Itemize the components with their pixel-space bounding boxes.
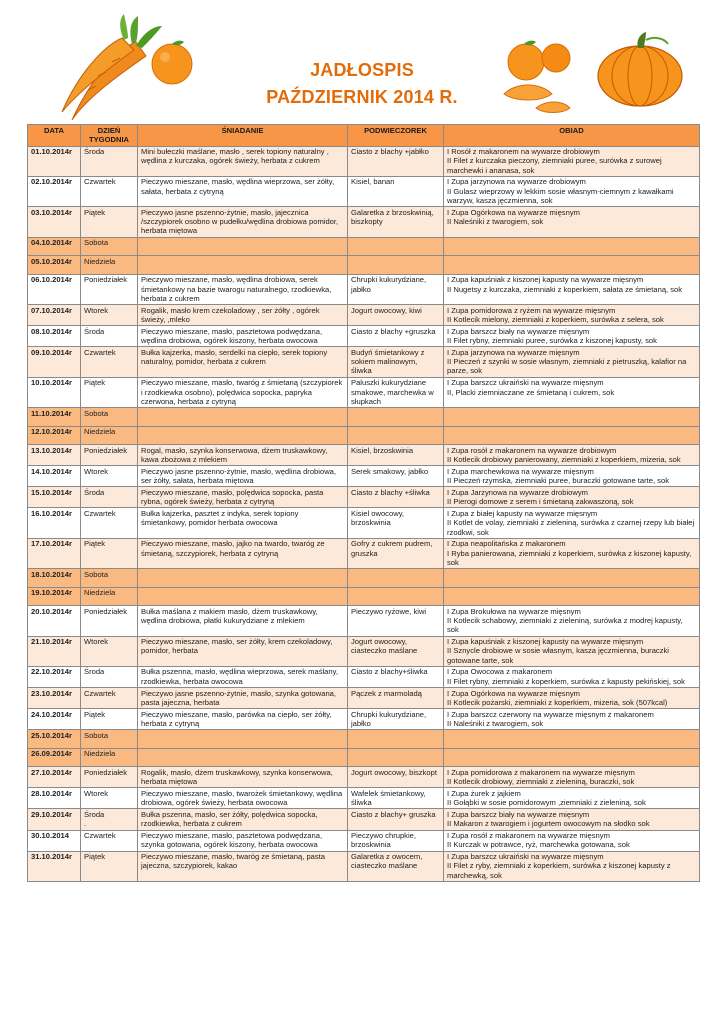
- snack-cell: [348, 569, 444, 588]
- day-label: Środa: [84, 487, 105, 497]
- lunch-cell: [444, 809, 700, 830]
- table-row: [28, 408, 700, 427]
- date-cell: 30.10.2014: [28, 830, 81, 851]
- table-row: [28, 426, 700, 445]
- snack-cell: Kisiel, banan: [348, 176, 444, 206]
- day-cell: [81, 606, 138, 636]
- table-row: [28, 730, 700, 749]
- day-cell: [81, 176, 138, 206]
- page-subtitle: PAŹDZIERNIK 2014 R.: [266, 87, 458, 107]
- lunch-cell: [444, 538, 700, 568]
- breakfast-cell: [138, 237, 348, 256]
- table-row: [28, 569, 700, 588]
- column-header-date: DATA: [28, 125, 81, 147]
- lunch-cell: [444, 377, 700, 407]
- page-title: JADŁOSPIS: [310, 60, 414, 80]
- lunch-course: I Zupa Brokułowa na wywarze mięsnym: [447, 606, 581, 616]
- snack-cell: Pączek z marmoladą: [348, 688, 444, 709]
- day-label: Piątek: [84, 207, 106, 217]
- day-label: Środa: [84, 326, 105, 336]
- lunch-course: I Zupa Owocowa z makaronem: [447, 667, 553, 677]
- lunch-course: I Rosół z makaronem na wywarze drobiowym: [447, 147, 600, 157]
- snack-cell: Ciasto z blachy+ gruszka: [348, 809, 444, 830]
- date-cell: 18.10.2014r: [28, 569, 81, 588]
- date-cell: 07.10.2014r: [28, 305, 81, 326]
- lunch-course: II Kotlecik mielony, ziemniaki z koperkiem, surówka z selera, sok: [447, 314, 664, 324]
- snack-cell: Wafelek śmietankowy, śliwka: [348, 788, 444, 809]
- day-label: Czwartek: [84, 831, 116, 841]
- date-cell: 11.10.2014r: [28, 408, 81, 427]
- lunch-course: I Zupa rosół z makaronem na wywarze mięsnym: [447, 831, 610, 841]
- snack-cell: Chrupki kukurydziane, jabłko: [348, 274, 444, 304]
- table-row: [28, 709, 700, 730]
- breakfast-cell: [138, 256, 348, 275]
- day-label: Piątek: [84, 709, 106, 719]
- day-cell: [81, 207, 138, 237]
- table-row: [28, 237, 700, 256]
- day-cell: [81, 636, 138, 666]
- table-row: [28, 445, 700, 466]
- breakfast-cell: Pieczywo jasne pszenno-żytnie, masło, jajecznica /szczypiorek osobno w pudełku/wędlina drobiowa pomidor, herbata miętowa: [138, 207, 348, 237]
- day-cell: [81, 788, 138, 809]
- table-row: [28, 606, 700, 636]
- date-cell: 04.10.2014r: [28, 237, 81, 256]
- lunch-cell: [444, 487, 700, 508]
- date-cell: 21.10.2014r: [28, 636, 81, 666]
- lunch-course: II Kotlet de volay, ziemniaki z zieleniną, surówka z czarnej rzepy lub białej rzodkwi, sok: [447, 518, 695, 537]
- breakfast-cell: Pieczywo mieszane, masło, ser żółty, krem czekoladowy, pomidor, herbata: [138, 636, 348, 666]
- snack-cell: Ciasto z blachy +śliwka: [348, 487, 444, 508]
- lunch-cell: [444, 587, 700, 606]
- day-label: Wtorek: [84, 637, 109, 647]
- snack-cell: Jogurt owocowy, biszkopt: [348, 767, 444, 788]
- date-cell: 08.10.2014r: [28, 326, 81, 347]
- day-label: Środa: [84, 809, 105, 819]
- day-label: Środa: [84, 667, 105, 677]
- day-label: Sobota: [84, 408, 109, 418]
- table-row: [28, 636, 700, 666]
- lunch-course: II Kotlecik schabowy, ziemniaki z zieleniną, surówka z modrej kapusty, sok: [447, 615, 683, 635]
- lunch-course: II Filet z ryby, ziemniaki z koperkiem, surówka z kiszonej kapusty z marchewką, sok: [447, 861, 671, 880]
- table-row: [28, 207, 700, 237]
- day-label: Poniedziałek: [84, 606, 128, 616]
- day-cell: [81, 347, 138, 377]
- date-cell: 24.10.2014r: [28, 709, 81, 730]
- day-cell: [81, 569, 138, 588]
- lunch-cell: [444, 666, 700, 687]
- table-row: [28, 305, 700, 326]
- day-cell: [81, 709, 138, 730]
- snack-cell: [348, 426, 444, 445]
- day-label: Niedziela: [84, 588, 116, 598]
- snack-cell: Pieczywo ryżowe, kiwi: [348, 606, 444, 636]
- lunch-course: II Pierogi domowe z serem i śmietaną zakwaszoną, sok: [447, 497, 634, 507]
- lunch-course: II Filet z kurczaka pieczony, ziemniaki puree, surówka z surowej marchewki i ananasa, sok: [447, 156, 662, 175]
- breakfast-cell: [138, 748, 348, 767]
- day-cell: [81, 730, 138, 749]
- day-cell: [81, 508, 138, 538]
- day-cell: [81, 830, 138, 851]
- day-label: Poniedziałek: [84, 445, 128, 455]
- date-cell: 05.10.2014r: [28, 256, 81, 275]
- lunch-course: II Kurczak w potrawce, ryż, marchewka gotowana, sok: [447, 840, 630, 850]
- lunch-cell: [444, 466, 700, 487]
- lunch-course: II Makaron z twarogiem i jogurtem owocowym na słodko sok: [447, 819, 650, 829]
- snack-cell: Ciasto z blachy +gruszka: [348, 326, 444, 347]
- date-cell: 03.10.2014r: [28, 207, 81, 237]
- snack-cell: Ciasto z blachy +jabłko: [348, 146, 444, 176]
- lunch-course: I Zupa barszcz biały na wywarze mięsnym: [447, 809, 590, 819]
- breakfast-cell: Pieczywo mieszane, masło, pasztetowa podwędzana, wędlina drobiowa, ogórek kiszony, herbata owocowa: [138, 326, 348, 347]
- snack-cell: Chrupki kukurydziane, jabłko: [348, 709, 444, 730]
- date-cell: 12.10.2014r: [28, 426, 81, 445]
- day-label: Poniedziałek: [84, 767, 128, 777]
- lunch-course: I Zupa Ogórkowa na wywarze mięsnym: [447, 207, 580, 217]
- snack-cell: Pieczywo chrupkie, brzoskwinia: [348, 830, 444, 851]
- lunch-course: II Nugetsy z kurczaka, ziemniaki z koperkiem, sałata ze śmietaną, sok: [447, 284, 683, 294]
- lunch-course: II Kotlecik pożarski, ziemniaki z koperkiem, mizeria, sok (507kcal): [447, 697, 668, 707]
- breakfast-cell: Bułka kajzerka, pasztet z indyka, serek topiony śmietankowy, pomidor herbata owocowa: [138, 508, 348, 538]
- breakfast-cell: Bułka maślana z makiem masło, dżem truskawkowy, wędlina drobiowa, płatki kukurydziane z mlekiem: [138, 606, 348, 636]
- day-label: Wtorek: [84, 788, 109, 798]
- lunch-cell: [444, 508, 700, 538]
- lunch-course: I Ryba panierowana, ziemniaki z koperkiem, surówka z kiszonej kapusty, sok: [447, 548, 692, 567]
- lunch-course: I Zupa jarzynowa na wywarze mięsnym: [447, 347, 580, 357]
- table-row: [28, 326, 700, 347]
- lunch-course: II Filet rybny, ziemniaki puree, surówka z kiszonej kapusty, sok: [447, 336, 657, 346]
- table-row: [28, 830, 700, 851]
- date-cell: 15.10.2014r: [28, 487, 81, 508]
- snack-cell: Kisiel, brzoskwinia: [348, 445, 444, 466]
- day-cell: [81, 256, 138, 275]
- lunch-course: II Naleśniki z twarogiem, sok: [447, 718, 544, 728]
- lunch-course: I Zupa barszcz czerwony na wywarze mięsnym z makaronem: [447, 709, 654, 719]
- date-cell: 10.10.2014r: [28, 377, 81, 407]
- breakfast-cell: Rogal, masło, szynka konserwowa, dżem truskawkowy, kawa zbożowa z mlekiem: [138, 445, 348, 466]
- snack-cell: Kisiel owocowy, brzoskwinia: [348, 508, 444, 538]
- breakfast-cell: [138, 730, 348, 749]
- snack-cell: [348, 748, 444, 767]
- lunch-course: I Zupa pomidorowa z ryżem na wywarze mięsnym: [447, 305, 616, 315]
- lunch-cell: [444, 830, 700, 851]
- lunch-cell: [444, 326, 700, 347]
- lunch-course: II Pieczeń rzymska, ziemniaki puree, buraczki gotowane tarte, sok: [447, 476, 670, 486]
- day-cell: [81, 851, 138, 881]
- breakfast-cell: Pieczywo mieszane, masło, wędlina wieprzowa, ser żółty, sałata, herbata z cytryną: [138, 176, 348, 206]
- day-label: Piątek: [84, 378, 106, 388]
- lunch-course: I Zupa z białej kapusty na wywarze mięsnym: [447, 508, 598, 518]
- breakfast-cell: Pieczywo mieszane, masło, wędlina drobiowa, serek śmietankowy na bazie twarogu naturalnego, rzodkiewka, herbata z cukrem: [138, 274, 348, 304]
- snack-cell: Gofry z cukrem pudrem, gruszka: [348, 538, 444, 568]
- lunch-course: I Zupa Jarzynowa na wywarze drobiowym: [447, 487, 588, 497]
- breakfast-cell: Rogalik, masło krem czekoladowy , ser żółty , ogórek świeży, ,mleko: [138, 305, 348, 326]
- date-cell: 06.10.2014r: [28, 274, 81, 304]
- day-label: Wtorek: [84, 305, 109, 315]
- snack-cell: Jogurt owocowy, ciasteczko maślane: [348, 636, 444, 666]
- breakfast-cell: Pieczywo mieszane, masło, pasztetowa podwędzana, szynka gotowana, ogórek kiszony, herbata owocowa: [138, 830, 348, 851]
- date-cell: 17.10.2014r: [28, 538, 81, 568]
- breakfast-cell: Mini bułeczki maślane, masło , serek topiony naturalny , wędlina z kurczaka, ogórek świeży, herbata z cukrem: [138, 146, 348, 176]
- lunch-course: II Filet rybny, ziemniaki z koperkiem, surówka z kapusty pekińskiej, sok: [447, 676, 685, 686]
- breakfast-cell: Bułka kajzerka, masło, serdelki na ciepło, serek topiony naturalny, pomidor, herbata z cukrem: [138, 347, 348, 377]
- breakfast-cell: Bułka pszenna, masło, ser żółty, polędwica sopocka, rzodkiewka, herbata z cukrem: [138, 809, 348, 830]
- date-cell: 29.10.2014r: [28, 809, 81, 830]
- breakfast-cell: Pieczywo jasne pszenno-żytnie, masło, szynka gotowana, pasta jajeczna, herbata: [138, 688, 348, 709]
- day-cell: [81, 237, 138, 256]
- breakfast-cell: Pieczywo mieszane, masło, twarożek śmietankowy, wędlina drobiowa, ogórek świeży, herbata owocowa: [138, 788, 348, 809]
- day-cell: [81, 538, 138, 568]
- lunch-cell: [444, 426, 700, 445]
- date-cell: 28.10.2014r: [28, 788, 81, 809]
- breakfast-cell: Pieczywo mieszane, masło, jajko na twardo, twaróg ze śmietaną, szczypiorek, herbata z cytryną: [138, 538, 348, 568]
- lunch-cell: [444, 445, 700, 466]
- table-row: [28, 788, 700, 809]
- breakfast-cell: Pieczywo mieszane, masło, parówka na ciepło, ser żółty, herbata z cytryną: [138, 709, 348, 730]
- table-row: [28, 587, 700, 606]
- lunch-cell: [444, 748, 700, 767]
- snack-cell: Galaretka z owocem, ciasteczko maślane: [348, 851, 444, 881]
- lunch-cell: [444, 176, 700, 206]
- snack-cell: Galaretka z brzoskwinią, biszkopty: [348, 207, 444, 237]
- day-label: Sobota: [84, 238, 109, 248]
- lunch-course: I Zupa barszcz ukraiński na wywarze mięsnym: [447, 378, 604, 388]
- snack-cell: [348, 730, 444, 749]
- column-header-day: DZIEŃ TYGODNIA: [81, 125, 138, 147]
- lunch-cell: [444, 305, 700, 326]
- lunch-course: II Gulasz wieprzowy w lekkim sosie własnym-ciemnym z kawałkami warzyw, kasza jęczmienna, sok: [447, 186, 674, 206]
- day-cell: [81, 587, 138, 606]
- breakfast-cell: [138, 569, 348, 588]
- breakfast-cell: Rogalik, masło, dżem truskawkowy, szynka konserwowa, herbata miętowa: [138, 767, 348, 788]
- day-label: Niedziela: [84, 256, 116, 266]
- breakfast-cell: Pieczywo mieszane, masło, twaróg z śmietaną (szczypiorek i rzodkiewka osobno), polędwica sopocka, papryka czerwona, herbata z cytryną: [138, 377, 348, 407]
- day-label: Wtorek: [84, 466, 109, 476]
- lunch-course: I Zupa rosół z makaronem na wywarze drobiowym: [447, 445, 617, 455]
- table-row: [28, 256, 700, 275]
- snack-cell: [348, 256, 444, 275]
- lunch-course: II Kotlecik drobiowy, ziemniaki z zieleniną, buraczki, sok: [447, 777, 635, 787]
- table-row: [28, 274, 700, 304]
- day-label: Czwartek: [84, 688, 116, 698]
- lunch-course: I Zupa barszcz ukraiński na wywarze mięsnym: [447, 852, 604, 862]
- column-header-lunch: OBIAD: [444, 125, 700, 147]
- date-cell: 01.10.2014r: [28, 146, 81, 176]
- column-header-breakfast: ŚNIADANIE: [138, 125, 348, 147]
- lunch-course: I Zupa pomidorowa z makaronem na wywarze mięsnym: [447, 767, 635, 777]
- snack-cell: [348, 237, 444, 256]
- lunch-cell: [444, 709, 700, 730]
- day-label: Sobota: [84, 569, 109, 579]
- table-row: [28, 748, 700, 767]
- lunch-course: I Zupa marchewkowa na wywarze mięsnym: [447, 466, 594, 476]
- lunch-course: II Sznycle drobiowe w sosie własnym, kasza jęczmienna, buraczki gotowane tarte, sok: [447, 646, 669, 665]
- date-cell: 27.10.2014r: [28, 767, 81, 788]
- date-cell: 22.10.2014r: [28, 666, 81, 687]
- breakfast-cell: [138, 426, 348, 445]
- day-label: Środa: [84, 147, 105, 157]
- date-cell: 14.10.2014r: [28, 466, 81, 487]
- breakfast-cell: Pieczywo jasne pszenno-żytnie, masło, wędlina drobiowa, ser żółty, sałata, herbata miętowa: [138, 466, 348, 487]
- day-label: Czwartek: [84, 347, 116, 357]
- lunch-cell: [444, 408, 700, 427]
- table-row: [28, 508, 700, 538]
- table-row: [28, 487, 700, 508]
- lunch-course: II, Placki ziemniaczane ze śmietaną i cukrem, sok: [447, 387, 615, 397]
- lunch-course: II Gołąbki w sosie pomidorowym ,ziemniaki z zieleniną, sok: [447, 798, 646, 808]
- lunch-course: I Zupa neapolitańska z makaronem: [447, 539, 566, 549]
- day-label: Czwartek: [84, 177, 116, 187]
- snack-cell: Budyń śmietankowy z sokiem malinowym, śliwka: [348, 347, 444, 377]
- lunch-cell: [444, 688, 700, 709]
- date-cell: 16.10.2014r: [28, 508, 81, 538]
- day-cell: [81, 666, 138, 687]
- lunch-cell: [444, 730, 700, 749]
- day-cell: [81, 426, 138, 445]
- lunch-cell: [444, 569, 700, 588]
- lunch-course: II Naleśniki z twarogiem, sok: [447, 217, 544, 227]
- snack-cell: Jogurt owocowy, kiwi: [348, 305, 444, 326]
- table-row: [28, 466, 700, 487]
- date-cell: 26.09.2014r: [28, 748, 81, 767]
- snack-cell: Ciasto z blachy+śliwka: [348, 666, 444, 687]
- day-cell: [81, 146, 138, 176]
- table-row: [28, 146, 700, 176]
- table-row: [28, 176, 700, 206]
- breakfast-cell: Pieczywo mieszane, masło, polędwica sopocka, pasta rybna, ogórek świeży, herbata z cytryną: [138, 487, 348, 508]
- lunch-cell: [444, 767, 700, 788]
- lunch-cell: [444, 851, 700, 881]
- date-cell: 20.10.2014r: [28, 606, 81, 636]
- date-cell: 09.10.2014r: [28, 347, 81, 377]
- lunch-cell: [444, 788, 700, 809]
- breakfast-cell: [138, 408, 348, 427]
- menu-table: [27, 124, 700, 882]
- date-cell: 13.10.2014r: [28, 445, 81, 466]
- lunch-cell: [444, 146, 700, 176]
- date-cell: 02.10.2014r: [28, 176, 81, 206]
- table-row: [28, 809, 700, 830]
- table-row: [28, 767, 700, 788]
- day-cell: [81, 377, 138, 407]
- lunch-cell: [444, 207, 700, 237]
- day-cell: [81, 408, 138, 427]
- date-cell: 31.10.2014r: [28, 851, 81, 881]
- day-label: Piątek: [84, 852, 106, 862]
- lunch-course: I Zupa kapuśniak z kiszonej kapusty na wywarze mięsnym: [447, 275, 644, 285]
- day-cell: [81, 305, 138, 326]
- day-note: .: [84, 819, 87, 829]
- lunch-course: I Zupa Ogórkowa na wywarze mięsnym: [447, 688, 580, 698]
- day-cell: [81, 274, 138, 304]
- lunch-course: I Zupa żurek z jajkiem: [447, 788, 521, 798]
- lunch-cell: [444, 256, 700, 275]
- column-header-snack: PODWIECZOREK: [348, 125, 444, 147]
- table-header-row: [28, 125, 700, 147]
- table-row: [28, 666, 700, 687]
- snack-cell: Serek smakowy, jabłko: [348, 466, 444, 487]
- lunch-cell: [444, 606, 700, 636]
- lunch-course: II Pieczeń z szynki w sosie własnym, ziemniaki z pietruszką, kalafior na parze, sok: [447, 357, 687, 376]
- lunch-cell: [444, 636, 700, 666]
- table-row: [28, 538, 700, 568]
- day-cell: [81, 326, 138, 347]
- date-cell: 25.10.2014r: [28, 730, 81, 749]
- lunch-course: I Zupa jarzynowa na wywarze drobiowym: [447, 177, 586, 187]
- breakfast-cell: Pieczywo mieszane, masło, twaróg ze śmietaną, pasta jajeczna, szczypiorek, kakao: [138, 851, 348, 881]
- table-row: [28, 377, 700, 407]
- table-row: [28, 688, 700, 709]
- breakfast-cell: Bułka pszenna, masło, wędlina wieprzowa, serek maślany, rzodkiewka, herbata owocowa: [138, 666, 348, 687]
- day-label: Sobota: [84, 730, 109, 740]
- day-cell: [81, 688, 138, 709]
- lunch-cell: [444, 347, 700, 377]
- day-cell: [81, 767, 138, 788]
- day-cell: [81, 466, 138, 487]
- snack-cell: Paluszki kukurydziane smakowe, marchewka w słupkach: [348, 377, 444, 407]
- day-cell: [81, 445, 138, 466]
- snack-cell: [348, 587, 444, 606]
- day-cell: [81, 748, 138, 767]
- table-row: [28, 851, 700, 881]
- day-label: Niedziela: [84, 749, 116, 759]
- lunch-course: I Zupa kapuśniak z kiszonej kapusty na wywarze mięsnym: [447, 637, 644, 647]
- lunch-cell: [444, 237, 700, 256]
- day-cell: [81, 809, 138, 830]
- day-cell: [81, 487, 138, 508]
- day-label: Piątek: [84, 539, 106, 549]
- lunch-course: II Kotlecik drobiowy panierowany, ziemniaki z koperkiem, mizeria, sok: [447, 454, 681, 464]
- lunch-course: I Zupa barszcz biały na wywarze mięsnym: [447, 326, 590, 336]
- table-row: [28, 347, 700, 377]
- day-label: Niedziela: [84, 427, 116, 437]
- lunch-cell: [444, 274, 700, 304]
- day-label: Czwartek: [84, 508, 116, 518]
- snack-cell: [348, 408, 444, 427]
- day-label: Poniedziałek: [84, 275, 128, 285]
- breakfast-cell: [138, 587, 348, 606]
- date-cell: 19.10.2014r: [28, 587, 81, 606]
- date-cell: 23.10.2014r: [28, 688, 81, 709]
